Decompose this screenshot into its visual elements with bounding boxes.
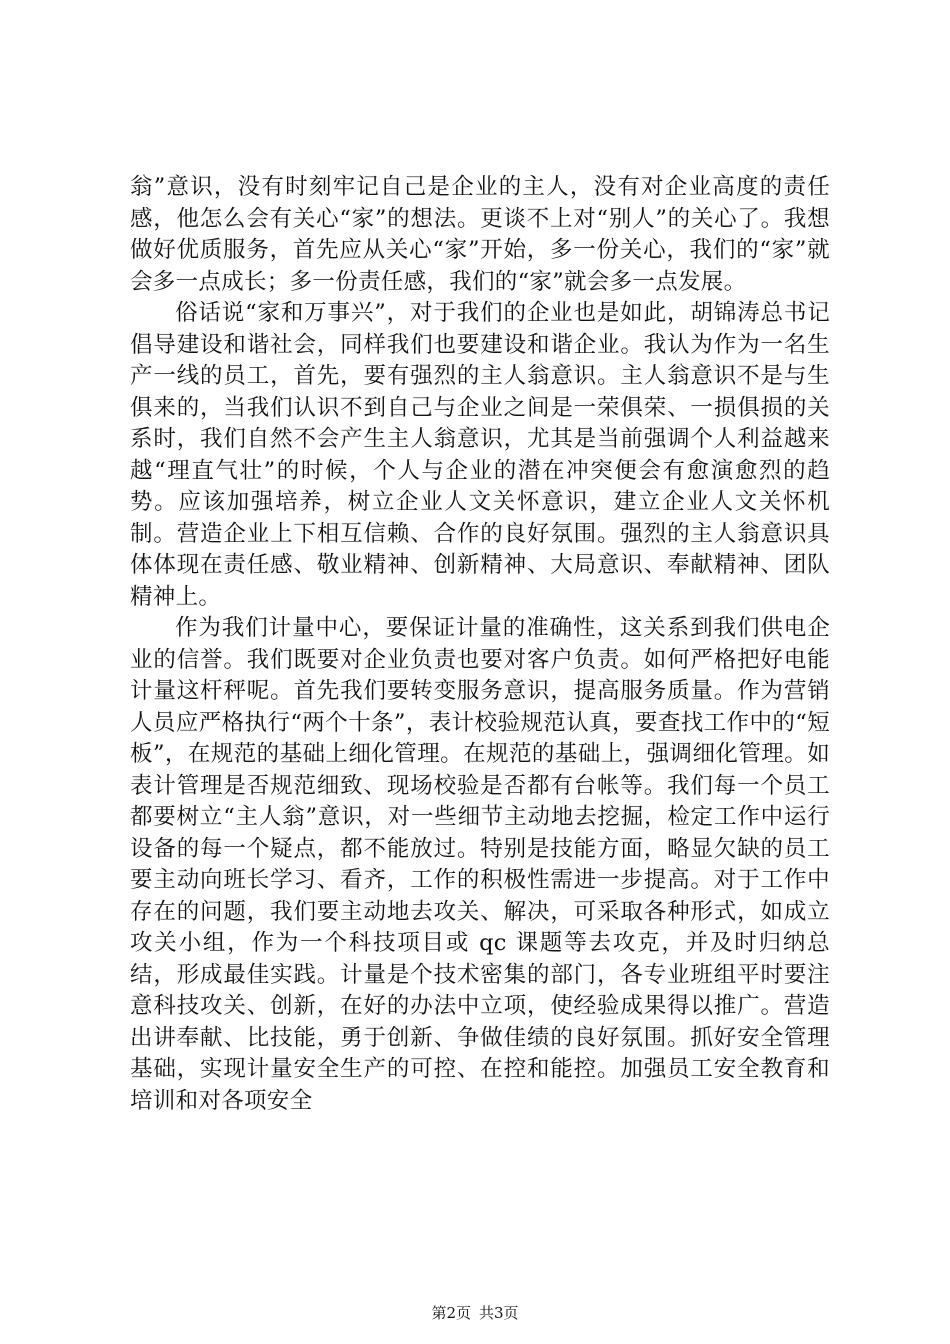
paragraph-3: 作为我们计量中心，要保证计量的准确性，这关系到我们供电企业的信誉。我们既要对企业负责也要对客户负责。如何严格把好电能计量这杆秤呢。首先我们要转变服务意识，提高服务质量。作为营销人员应严格执行“两个十条”，表计校验规范认真，要查找工作中的“短板”，在规范的基础上细化管理。在规范的基础上，强调细化管理。如表计管理是否规范细致、现场校验是否都有台帐等。我们每一个员工都要树立“主人翁”意识，对一些细节主动地去挖掘，检定工作中运行设备的每一个疑点，都不能放过。特别是技能方面，略显欠缺的员工要主动向班长学习、看齐，工作的积极性需进一步提高。对于工作中存在的问题，我们要主动地去攻关、解决，可采取各种形式，如成立攻关小组，作为一个科技项目或 qc 课题等去攻克，并及时归纳总结，形成最佳实践。计量是个技术密集的部门，各专业班组平时要注意科技攻关、创新，在好的办法中立项，使经验成果得以推广。营造出讲奉献、比技能，勇于创新、争做佳绩的良好氛围。抓好安全管理基础，实现计量安全生产的可控、在控和能控。加强员工安全教育和培训和对各项安全 <box>130 615 830 1114</box>
page-footer <box>0 1302 950 1323</box>
page-number: 第2页 <box>431 1304 471 1322</box>
paragraph-1: 翁”意识，没有时刻牢记自己是企业的主人，没有对企业高度的责任感，他怎么会有关心“家”的想法。更谈不上对“别人”的关心了。我想做好优质服务，首先应从关心“家”开始，多一份关心，我们的“家”就会多一点成长；多一份责任感，我们的“家”就会多一点发展。 <box>130 174 830 295</box>
paragraph-2: 俗话说“家和万事兴”，对于我们的企业也是如此，胡锦涛总书记倡导建设和谐社会，同样我们也要建设和谐企业。我认为作为一名生产一线的员工，首先，要有强烈的主人翁意识。主人翁意识不是与生俱来的，当我们认识不到自己与企业之间是一荣俱荣、一损俱损的关系时，我们自然不会产生主人翁意识，尤其是当前强调个人利益越来越“理直气壮”的时候，个人与企业的潜在冲突便会有愈演愈烈的趋势。应该加强培养，树立企业人文关怀意识，建立企业人文关怀机制。营造企业上下相互信赖、合作的良好氛围。强烈的主人翁意识具体体现在责任感、敬业精神、创新精神、大局意识、奉献精神、团队精神上。 <box>130 300 830 610</box>
page-total: 共3页 <box>479 1304 519 1322</box>
document-body <box>130 172 830 1117</box>
